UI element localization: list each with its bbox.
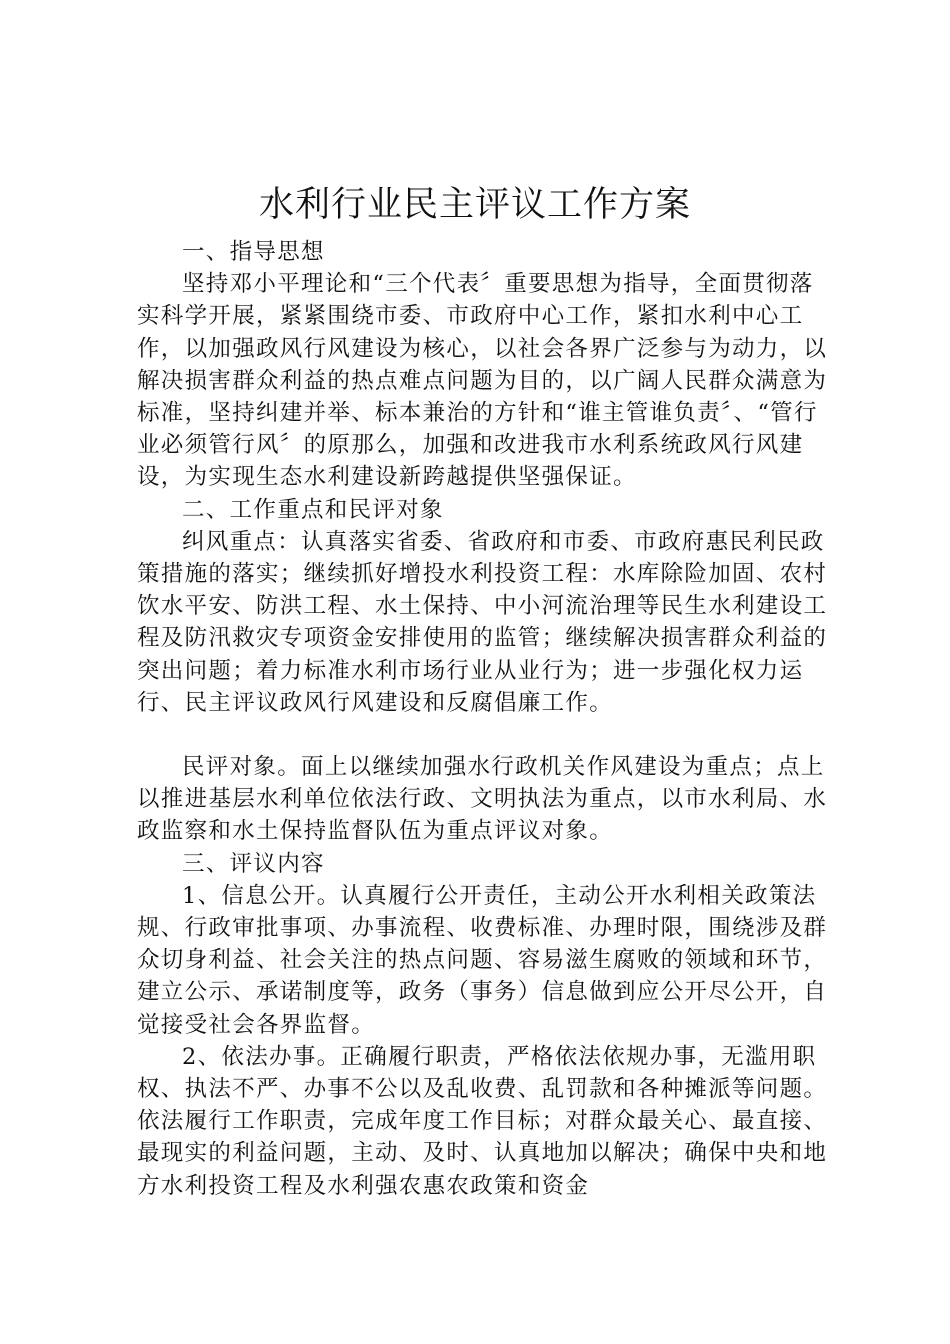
paragraph-evaluation-targets: 民评对象。面上以继续加强水行政机关作风建设为重点；点上以推进基层水利单位依法行政、文明执法为重点，以市水利局、水政监察和水土保持监督队伍为重点评议对象。 (137, 754, 828, 845)
paragraph-gap (137, 719, 837, 751)
paragraph-correction-focus: 纠风重点：认真落实省委、省政府和市委、市政府惠民利民政策措施的落实；继续抓好增投水利投资工程：水库除险加固、农村饮水平安、防洪工程、水土保持、中小河流治理等民生水利建设工程及防汛救灾专项资金安排使用的监管；继续解决损害群众利益的突出问题；着力标准水利市场行业从业行为；进一步强化权力运行、民主评议政风行风建设和反腐倡廉工作。 (137, 528, 828, 716)
document-body (137, 236, 837, 1202)
section-heading-evaluation-content: 三、评议内容 (182, 850, 325, 877)
paragraph-lawful-handling: 2、依法办事。正确履行职责，严格依法依规办事，无滥用职权、执法不严、办事不公以及乱收费、乱罚款和各种摊派等问题。依法履行工作职责，完成年度工作目标；对群众最关心、最直接、最现实的利益问题，主动、及时、认真地加以解决；确保中央和地方水利投资工程及水利强农惠农政策和资金 (137, 1043, 828, 1199)
section-heading-key-work: 二、工作重点和民评对象 (182, 496, 444, 523)
document-title: 水利行业民主评议工作方案 (258, 185, 691, 225)
paragraph-guiding-ideology: 坚持邓小平理论和“三个代表〞重要思想为指导，全面贯彻落实科学开展，紧紧围绕市委、市政府中心工作，紧扣水利中心工作，以加强政风行风建设为核心，以社会各界广泛参与为动力，以解决损害群众利益的热点难点问题为目的，以广阔人民群众满意为标准，坚持纠建并举、标本兼治的方针和“谁主管谁负责〞、“管行业必须管行风〞的原那么，加强和改进我市水利系统政风行风建设，为实现生态水利建设新跨越提供坚强保证。 (137, 271, 828, 491)
paragraph-information-disclosure: 1、信息公开。认真履行公开责任，主动公开水利相关政策法规、行政审批事项、办事流程、收费标准、办理时限，围绕涉及群众切身利益、社会关注的热点问题、容易滋生腐败的领域和环节，建立公示、承诺制度等，政务（事务）信息做到应公开尽公开，自觉接受社会各界监督。 (137, 882, 828, 1038)
section-heading-guiding-ideology: 一、指导思想 (182, 239, 325, 265)
